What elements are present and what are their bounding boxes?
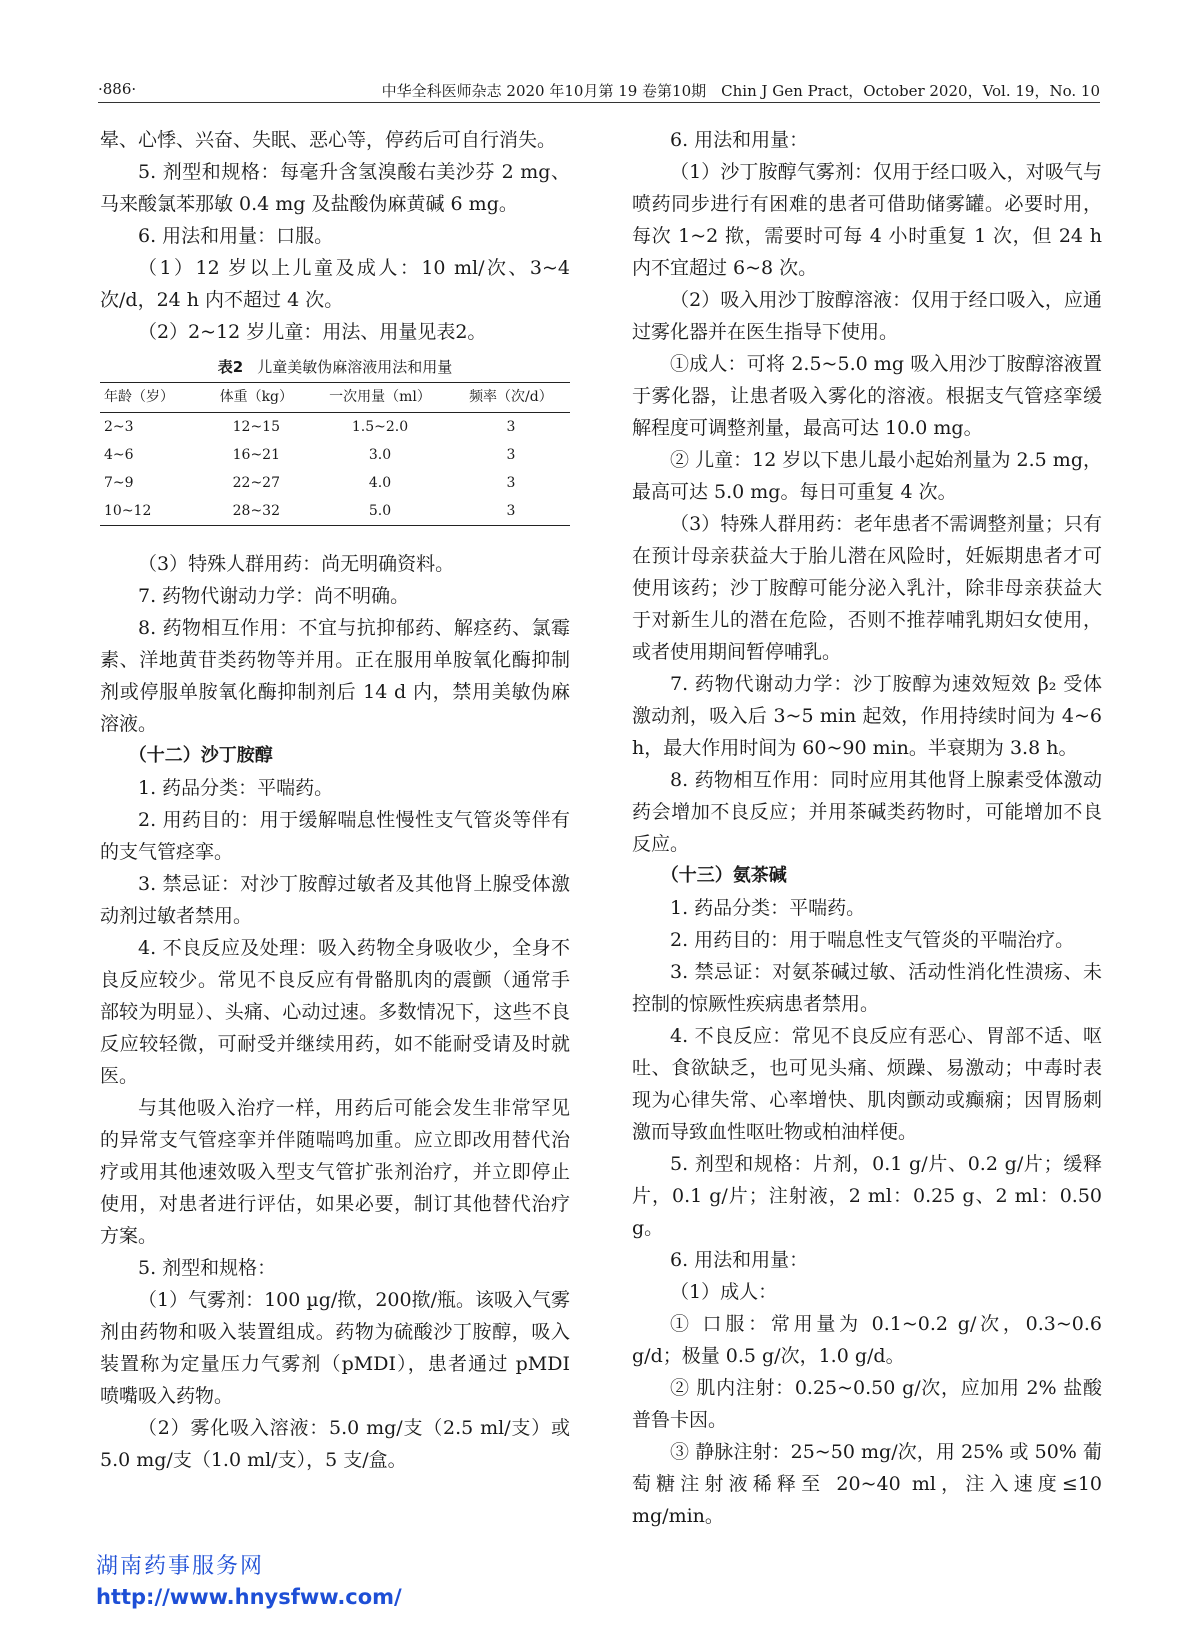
paragraph: （2）2~12 岁儿童：用法、用量见表2。 bbox=[138, 321, 487, 343]
site-watermark bbox=[96, 1552, 402, 1612]
paragraph: （2）吸入用沙丁胺醇溶液：仅用于经口吸入，应通过雾化器并在医生指导下使用。 bbox=[632, 289, 1102, 343]
right-column bbox=[632, 124, 1102, 1532]
paragraph: 2. 用药目的：用于缓解喘息性慢性支气管炎等伴有的支气管痉挛。 bbox=[100, 809, 570, 863]
paragraph: （3）特殊人群用药：尚无明确资料。 bbox=[138, 553, 455, 575]
paragraph: 晕、心悸、兴奋、失眠、恶心等，停药后可自行消失。 bbox=[100, 129, 557, 151]
table-cell: 7~9 bbox=[104, 475, 134, 491]
table-cell: 4~6 bbox=[104, 447, 134, 463]
paragraph: ① 口服：常用量为 0.1~0.2 g/次，0.3~0.6 g/d；极量 0.5 g/次，1.0 g/d。 bbox=[632, 1313, 1102, 1367]
paragraph: （1）气雾剂：100 µg/揿，200揿/瓶。该吸入气雾剂由药物和吸入装置组成。药物为硫酸沙丁胺醇，吸入装置称为定量压力气雾剂（pMDI），患者通过 pMDI 喷嘴吸入药物。 bbox=[100, 1289, 570, 1407]
table-row bbox=[100, 413, 570, 442]
paragraph: 与其他吸入治疗一样，用药后可能会发生非常罕见的异常支气管痉挛并伴随喘鸣加重。应立即改用替代治疗或用其他速效吸入型支气管扩张剂治疗，并立即停止使用，对患者进行评估，如果必要，制订其他替代治疗方案。 bbox=[100, 1097, 570, 1247]
table-cell: 2~3 bbox=[104, 419, 134, 435]
watermark-site-name: 湖南药事服务网 bbox=[96, 1554, 265, 1579]
table-cell: 3 bbox=[506, 447, 516, 463]
paragraph: ①成人：可将 2.5~5.0 mg 吸入用沙丁胺醇溶液置于雾化器，让患者吸入雾化的溶液。根据支气管痉挛缓解程度可调整剂量，最高可达 10.0 mg。 bbox=[632, 353, 1102, 439]
journal-title: 中华全科医师杂志 2020 年10月第 19 卷第10期 Chin J Gen Pract，October 2020，Vol. 19，No. 10 bbox=[381, 82, 1100, 100]
table-cell: 3 bbox=[506, 503, 516, 519]
column-header: 年龄（岁） bbox=[100, 383, 204, 413]
table-cell: 22~27 bbox=[232, 475, 280, 491]
paragraph: 2. 用药目的：用于喘息性支气管炎的平喘治疗。 bbox=[670, 929, 1075, 951]
table-number: 表2 bbox=[217, 358, 244, 376]
table-cell: 4.0 bbox=[368, 475, 392, 491]
table-cell: 5.0 bbox=[368, 503, 392, 519]
paragraph: 6. 用法和用量： bbox=[670, 1249, 809, 1271]
running-header bbox=[98, 76, 1100, 103]
column-header: 体重（kg） bbox=[204, 383, 308, 413]
watermark-url: http://www.hnysfww.com/ bbox=[96, 1585, 402, 1609]
left-column bbox=[100, 124, 570, 1476]
paragraph: 5. 剂型和规格：片剂，0.1 g/片、0.2 g/片；缓释片，0.1 g/片；注射液，2 ml：0.25 g、2 ml：0.50 g。 bbox=[632, 1153, 1102, 1239]
paragraph: （1）沙丁胺醇气雾剂：仅用于经口吸入，对吸气与喷药同步进行有困难的患者可借助储雾罐。必要时用，每次 1~2 揿，需要时可每 4 小时重复 1 次，但 24 h 内不宜超过 6~8 次。 bbox=[632, 161, 1102, 279]
table-cell: 28~32 bbox=[232, 503, 280, 519]
table-caption bbox=[100, 356, 570, 378]
table-cell: 3.0 bbox=[368, 447, 392, 463]
paragraph: 1. 药品分类：平喘药。 bbox=[138, 777, 334, 799]
paragraph: （1）成人： bbox=[670, 1281, 778, 1303]
paragraph: 3. 禁忌证：对沙丁胺醇过敏者及其他肾上腺受体激动剂过敏者禁用。 bbox=[100, 873, 570, 927]
section-heading: （十二）沙丁胺醇 bbox=[128, 745, 273, 766]
table-cell: 3 bbox=[506, 475, 516, 491]
table-cell: 16~21 bbox=[232, 447, 280, 463]
paragraph: （2）雾化吸入溶液：5.0 mg/支（2.5 ml/支）或 5.0 mg/支（1.0 ml/支），5 支/盒。 bbox=[100, 1417, 570, 1471]
paragraph: 4. 不良反应：常见不良反应有恶心、胃部不适、呕吐、食欲缺乏，也可见头痛、烦躁、易激动；中毒时表现为心律失常、心率增快、肌肉颤动或癫痫；因胃肠刺激而导致血性呕吐物或柏油样便。 bbox=[632, 1025, 1102, 1143]
table-cell: 12~15 bbox=[232, 419, 280, 435]
paragraph: 7. 药物代谢动力学：沙丁胺醇为速效短效 β₂ 受体激动剂，吸入后 3~5 min 起效，作用持续时间为 4~6 h，最大作用时间为 60~90 min。半衰期为 3.8 h。 bbox=[632, 673, 1102, 759]
paragraph: 8. 药物相互作用：不宜与抗抑郁药、解痉药、氯霉素、洋地黄苷类药物等并用。正在服用单胺氧化酶抑制剂或停服单胺氧化酶抑制剂后 14 d 内，禁用美敏伪麻溶液。 bbox=[100, 617, 570, 735]
paragraph: ③ 静脉注射：25~50 mg/次，用 25% 或 50% 葡萄糖注射液稀释至 20~40 ml，注入速度≤10 mg/min。 bbox=[632, 1441, 1102, 1527]
paragraph: ② 肌内注射：0.25~0.50 g/次，应加用 2% 盐酸普鲁卡因。 bbox=[632, 1377, 1102, 1431]
paragraph: （1）12 岁以上儿童及成人：10 ml/次、3~4 次/d，24 h 内不超过 4 次。 bbox=[100, 257, 570, 311]
table-cell: 10~12 bbox=[104, 503, 152, 519]
paragraph: 6. 用法和用量： bbox=[670, 129, 809, 151]
table-cell: 1.5~2.0 bbox=[351, 419, 409, 435]
paragraph: （3）特殊人群用药：老年患者不需调整剂量；只有在预计母亲获益大于胎儿潜在风险时，妊娠期患者才可使用该药；沙丁胺醇可能分泌入乳汁，除非母亲获益大于对新生儿的潜在危险，否则不推荐哺乳期妇女使用，或者使用期间暂停哺乳。 bbox=[632, 513, 1102, 663]
section-heading: （十三）氨茶碱 bbox=[660, 865, 787, 886]
table-row bbox=[100, 497, 570, 526]
table-title: 儿童美敏伪麻溶液用法和用量 bbox=[257, 358, 453, 376]
paragraph: 8. 药物相互作用：同时应用其他肾上腺素受体激动药会增加不良反应；并用茶碱类药物时，可能增加不良反应。 bbox=[632, 769, 1102, 855]
paragraph: 5. 剂型和规格：每毫升含氢溴酸右美沙芬 2 mg、马来酸氯苯那敏 0.4 mg 及盐酸伪麻黄碱 6 mg。 bbox=[100, 161, 570, 215]
column-header: 一次用量（ml） bbox=[308, 383, 452, 413]
table-header-row bbox=[100, 383, 570, 413]
paragraph: 3. 禁忌证：对氨茶碱过敏、活动性消化性溃疡、未控制的惊厥性疾病患者禁用。 bbox=[632, 961, 1102, 1015]
page-number: ·886· bbox=[98, 80, 137, 98]
paragraph: ② 儿童：12 岁以下患儿最小起始剂量为 2.5 mg，最高可达 5.0 mg。每日可重复 4 次。 bbox=[632, 449, 1102, 503]
paragraph: 4. 不良反应及处理：吸入药物全身吸收少，全身不良反应较少。常见不良反应有骨骼肌肉的震颤（通常手部较为明显）、头痛、心动过速。多数情况下，这些不良反应较轻微，可耐受并继续用药，如不能耐受请及时就医。 bbox=[100, 937, 570, 1087]
paragraph: 1. 药品分类：平喘药。 bbox=[670, 897, 866, 919]
table-row bbox=[100, 441, 570, 469]
column-header: 频率（次/d） bbox=[452, 383, 570, 413]
dosage-table bbox=[100, 382, 570, 526]
paragraph: 5. 剂型和规格： bbox=[138, 1257, 277, 1279]
table-row bbox=[100, 469, 570, 497]
paragraph: 7. 药物代谢动力学：尚不明确。 bbox=[138, 585, 410, 607]
paragraph: 6. 用法和用量：口服。 bbox=[138, 225, 334, 247]
table-cell: 3 bbox=[506, 419, 516, 435]
